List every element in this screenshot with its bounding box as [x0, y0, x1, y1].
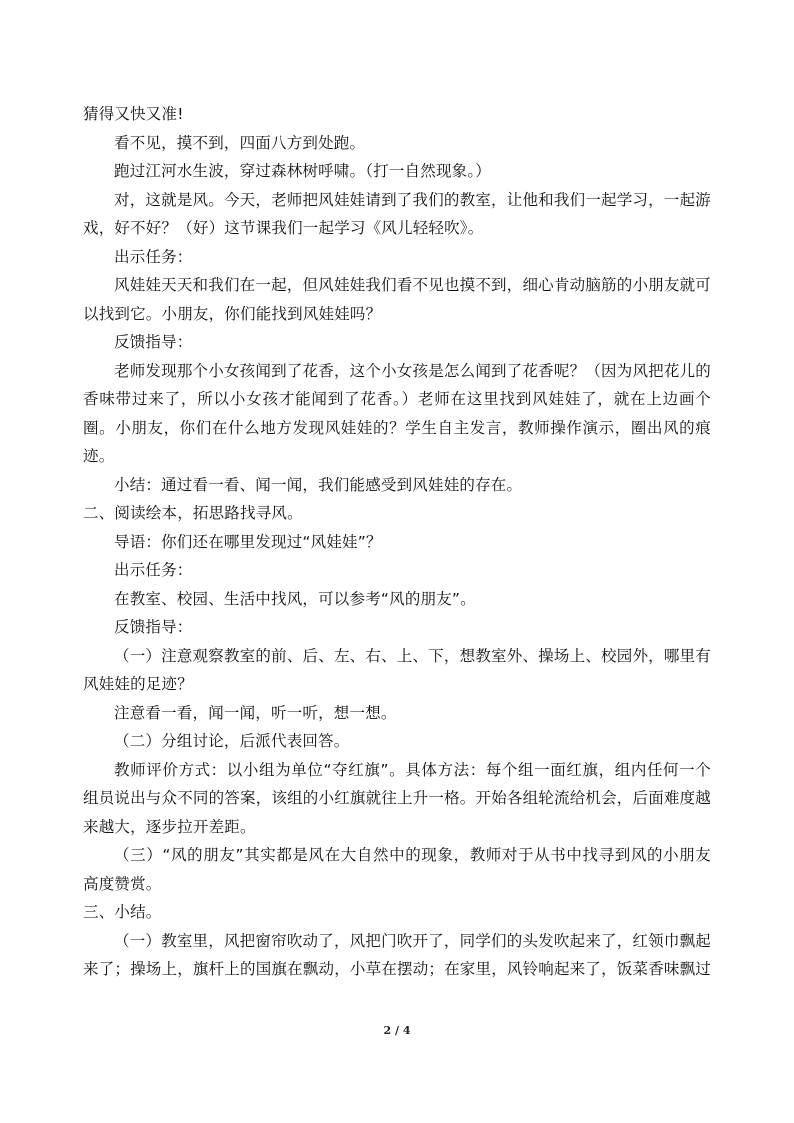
body-paragraph: 注意看一看，闻一闻，听一听，想一想。: [114, 703, 397, 722]
section-heading: 三、小结。: [83, 903, 162, 921]
page-number: 2 / 4: [383, 1024, 411, 1037]
section-heading: 猜得又快又准!: [83, 105, 184, 123]
body-paragraph: （一）教室里，风把窗帘吹动了，风把门吹开了，同学们的头发吹起来了，红领巾飘起来了；操场上，旗杆上的国旗在飘动，小草在摆动；在家里，风铃响起来了，饭菜香味飘过: [83, 931, 712, 978]
body-paragraph: 反馈指导：: [114, 618, 193, 636]
body-paragraph: 老师发现那个小女孩闻到了花香，这个小女孩是怎么闻到了花香呢？（因为风把花儿的香味带过来了，所以小女孩才能闻到了花香。）老师在这里找到风娃娃了，就在上边画个圈。小朋友，你们在什么地方发现风娃娃的？学生自主发言，教师操作演示，圈出风的痕迹。: [83, 361, 711, 465]
body-paragraph: 风娃娃天天和我们在一起，但风娃娃我们看不见也摸不到，细心肯动脑筋的小朋友就可以找到它。小朋友，你们能找到风娃娃吗？: [83, 276, 711, 323]
body-paragraph: 跑过江河水生波，穿过森林树呼啸。（打一自然现象。）: [114, 162, 492, 180]
body-paragraph: （二）分组讨论，后派代表回答。: [114, 732, 350, 750]
body-paragraph: （三）“风的朋友”其实都是风在大自然中的现象，教师对于从书中找寻到风的小朋友高度赞赏。: [83, 846, 711, 893]
body-paragraph: 看不见，摸不到，四面八方到处跑。: [114, 133, 366, 152]
body-paragraph: 出示任务：: [114, 247, 193, 266]
body-paragraph: （一）注意观察教室的前、后、左、右、上、下，想教室外、操场上、校园外，哪里有风娃娃的足迹？: [83, 646, 711, 693]
body-paragraph: 导语：你们还在哪里发现过“风娃娃”？: [114, 532, 382, 551]
body-paragraph: 在教室、校园、生活中找风，可以参考“风的朋友”。: [114, 589, 476, 608]
section-heading: 二、阅读绘本，拓思路找寻风。: [83, 504, 303, 522]
body-paragraph: 对，这就是风。今天，老师把风娃娃请到了我们的教室，让他和我们一起学习，一起游戏，好不好？（好）这节课我们一起学习《风儿轻轻吹》。: [83, 190, 711, 237]
body-paragraph: 小结：通过看一看、闻一闻，我们能感受到风娃娃的存在。: [114, 475, 523, 494]
body-paragraph: 出示任务：: [114, 561, 193, 579]
body-paragraph: 教师评价方式：以小组为单位“夺红旗”。具体方法：每个组一面红旗，组内任何一个组员说出与众不同的答案，该组的小红旗就往上升一格。开始各组轮流给机会，后面难度越来越大，逐步拉开差距。: [83, 760, 712, 836]
document-body: [83, 100, 711, 984]
body-paragraph: 反馈指导：: [114, 333, 193, 351]
